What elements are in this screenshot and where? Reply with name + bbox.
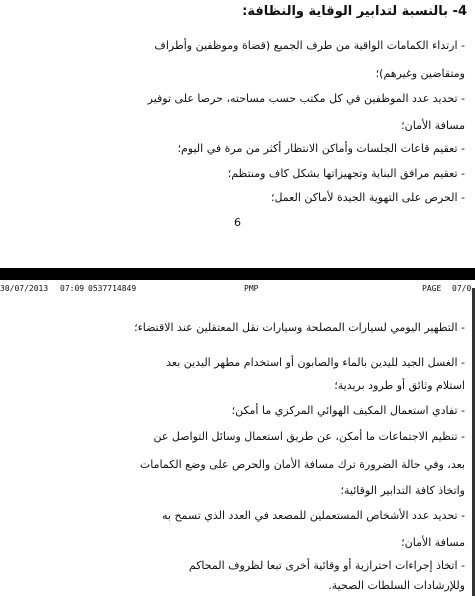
- text-line: - تنظيم الاجتماعات ما أمكن، عن طريق استعمال وسائل التواصل عن: [153, 430, 465, 443]
- text-line: واتخاذ كافة التدابير الوقائية؛: [340, 484, 465, 497]
- text-line: ومتقاضين وغيرهم)؛: [375, 67, 465, 80]
- page-number: 6: [234, 216, 241, 229]
- text-line: - التطهير اليومي لسيارات المصلحة وسيارات نقل المعتقلين عند الاقتضاء؛: [134, 321, 465, 334]
- fax-page-label: PAGE: [422, 284, 442, 293]
- text-line: - ارتداء الكمامات الواقية من طرف الجميع (قضاة وموظفين وأطراف: [154, 39, 465, 52]
- text-line: مسافة الأمان؛: [401, 536, 465, 549]
- section-heading: 4- بالنسبة لتدابير الوقاية والنظافة:: [242, 4, 467, 19]
- fax-phone: 0537714849: [88, 284, 137, 293]
- fax-page-number: 07/0: [452, 284, 472, 293]
- text-line: - تعقيم قاعات الجلسات وأماكن الانتظار أكثر من مرة في اليوم؛: [177, 142, 465, 155]
- fax-time: 07:09: [60, 284, 85, 293]
- text-line: بعد، وفي حالة الضرورة ترك مسافة الأمان والحرص على وضع الكمامات: [139, 458, 465, 471]
- text-line: - تحديد عدد الأشخاص المستعملين للمصعد في العدد الذي تسمح به: [161, 509, 465, 522]
- text-line: - تحديد عدد الموظفين في كل مكتب حسب مساحته، حرصا على توفير: [147, 92, 465, 105]
- fax-label: PMP: [244, 284, 259, 293]
- fax-date: 30/07/2013: [0, 284, 49, 293]
- text-line: - تفادي استعمال المكيف الهوائي المركزي ما أمكن؛: [231, 404, 465, 417]
- document-page-bottom: [0, 280, 475, 596]
- text-line: - اتخاذ إجراءات احترازية أو وقائية أخرى تبعا لظروف المحاكم: [188, 559, 465, 572]
- text-line: - تعقيم مرافق البناية وتجهيزاتها بشكل كاف ومنتظم؛: [227, 167, 465, 180]
- text-line: استلام وثائق أو طرود بريدية؛: [334, 379, 465, 392]
- scan-separator-band: [0, 268, 475, 280]
- document-page-top: [0, 0, 475, 268]
- text-line: وللإرشادات السلطات الصحية.: [328, 579, 465, 592]
- text-line: - الغسل الجيد لليدين بالماء والصابون أو استخدام مطهر اليدين بعد: [166, 356, 465, 369]
- text-line: مسافة الأمان؛: [401, 119, 465, 132]
- text-line: - الحرص على التهوية الجيدة لأماكن العمل؛: [270, 191, 465, 204]
